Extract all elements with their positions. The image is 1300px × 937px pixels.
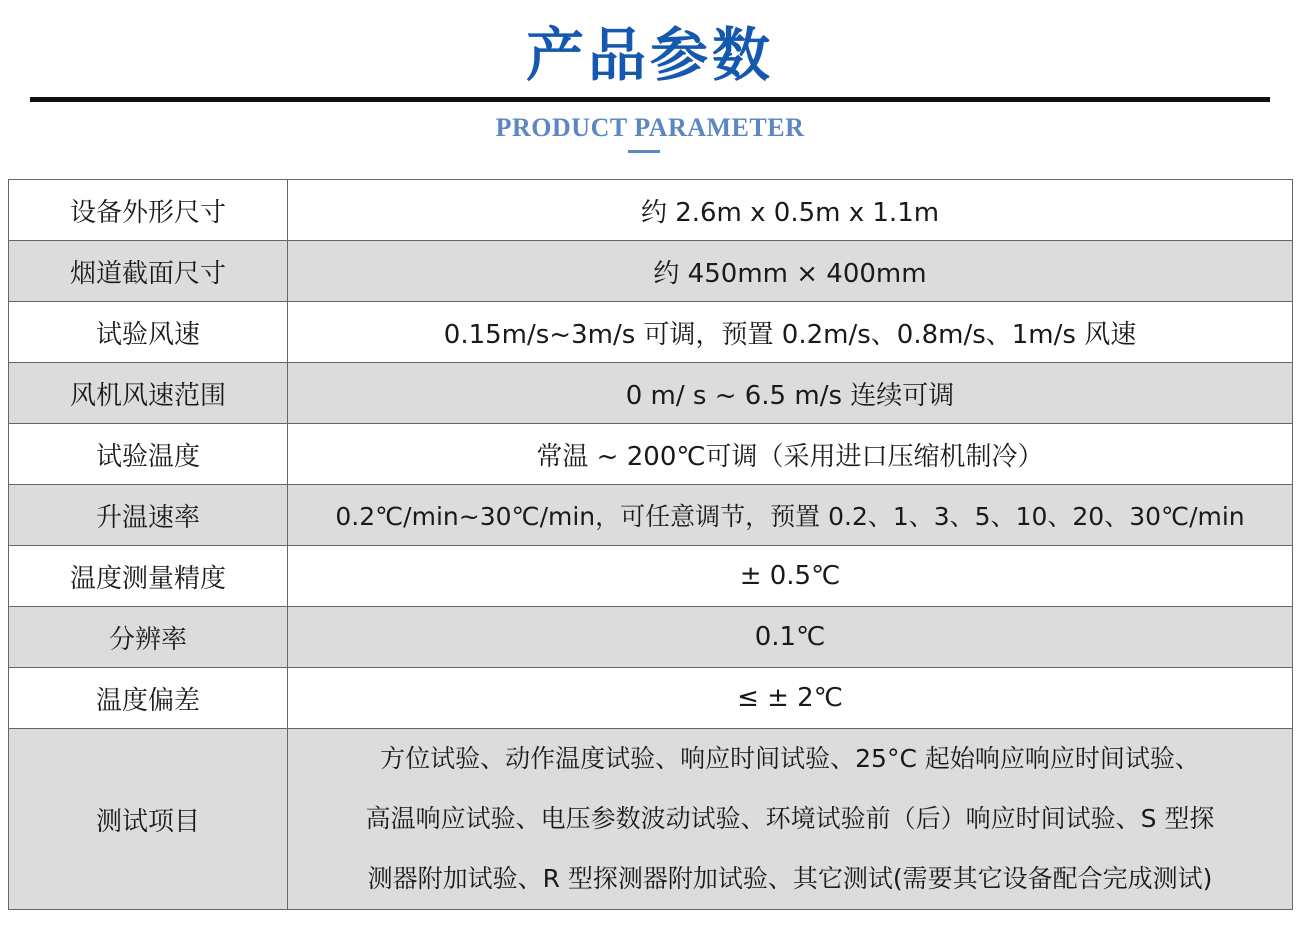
test-items-line: 高温响应试验、电压参数波动试验、环境试验前（后）响应时间试验、S 型探: [365, 804, 1215, 833]
table-row: [9, 546, 1293, 607]
table-row: [9, 668, 1293, 729]
param-value-multiline: [288, 729, 1293, 910]
param-label: 分辨率: [9, 607, 288, 668]
subtitle-underline: [628, 150, 660, 153]
param-label: 风机风速范围: [9, 363, 288, 424]
table-row: [9, 363, 1293, 424]
table-row: [9, 424, 1293, 485]
parameter-table: [8, 179, 1293, 910]
page-title: 产品参数: [525, 21, 774, 89]
param-label: 升温速率: [9, 485, 288, 546]
param-label: 温度测量精度: [9, 546, 288, 607]
table-row: [9, 607, 1293, 668]
param-value: ± 0.5℃: [288, 546, 1293, 607]
param-label: 烟道截面尺寸: [9, 241, 288, 302]
param-value: 常温 ~ 200℃可调（采用进口压缩机制冷）: [288, 424, 1293, 485]
test-items-line: 测器附加试验、R 型探测器附加试验、其它测试(需要其它设备配合完成测试): [367, 864, 1213, 893]
param-label: 设备外形尺寸: [9, 180, 288, 241]
param-label: 温度偏差: [9, 668, 288, 729]
table-row: [9, 485, 1293, 546]
param-label: 试验温度: [9, 424, 288, 485]
param-value: 0.2℃/min~30℃/min，可任意调节，预置 0.2、1、3、5、10、20、30℃/min: [288, 485, 1293, 546]
param-label: 测试项目: [9, 729, 288, 910]
table-row: [9, 729, 1293, 910]
title-rule: [30, 97, 1270, 102]
table-row: [9, 241, 1293, 302]
page-subtitle: PRODUCT PARAMETER: [495, 113, 805, 142]
param-value: 0.15m/s~3m/s 可调，预置 0.2m/s、0.8m/s、1m/s 风速: [288, 302, 1293, 363]
table-row: [9, 180, 1293, 241]
param-value: 约 450mm × 400mm: [288, 241, 1293, 302]
param-value: 0.1℃: [288, 607, 1293, 668]
table-row: [9, 302, 1293, 363]
param-label: 试验风速: [9, 302, 288, 363]
param-value: 0 m/ s ~ 6.5 m/s 连续可调: [288, 363, 1293, 424]
param-value: 约 2.6m x 0.5m x 1.1m: [288, 180, 1293, 241]
param-value: ≤ ± 2℃: [288, 668, 1293, 729]
test-items-line: 方位试验、动作温度试验、响应时间试验、25°C 起始响应响应时间试验、: [380, 744, 1200, 773]
